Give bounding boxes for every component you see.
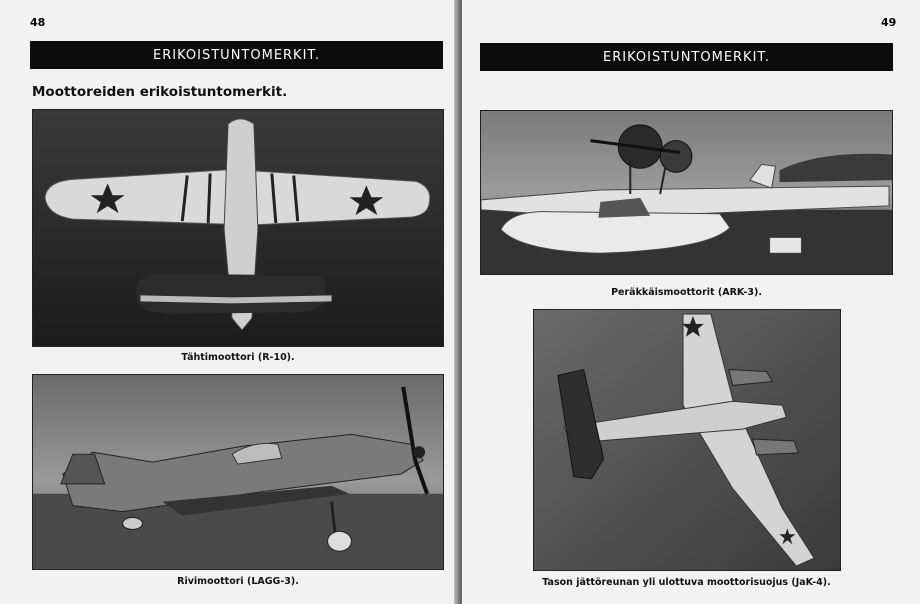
section-banner: ERIKOISTUNTOMERKIT.: [480, 43, 893, 71]
page-number: 48: [30, 16, 46, 29]
photo-jak4-in-flight: [533, 309, 841, 571]
right-page: [462, 0, 920, 604]
photo-lagg3-side-view: [32, 374, 444, 570]
aircraft-photo-jak4: [534, 310, 840, 570]
left-page: [0, 0, 458, 604]
figure-caption: Tähtimoottori (R-10).: [181, 352, 295, 363]
figure-caption: Peräkkäismoottorit (ARK-3).: [611, 287, 762, 298]
figure-caption: Tason jättöreunan yli ulottuva moottorisuojus (JaK-4).: [542, 577, 831, 588]
figure-caption: Rivimoottori (LAGG-3).: [177, 576, 299, 587]
section-banner: ERIKOISTUNTOMERKIT.: [30, 41, 443, 69]
photo-ark3-flying-boat: [480, 110, 893, 275]
photo-r10-top-view: [32, 109, 444, 347]
aircraft-photo-ark3: [481, 111, 892, 274]
section-title: Moottoreiden erikoistuntomerkit.: [32, 84, 288, 100]
aircraft-photo-r10: [33, 110, 443, 346]
page-number: 49: [881, 16, 897, 29]
aircraft-photo-lagg3: [33, 375, 443, 569]
